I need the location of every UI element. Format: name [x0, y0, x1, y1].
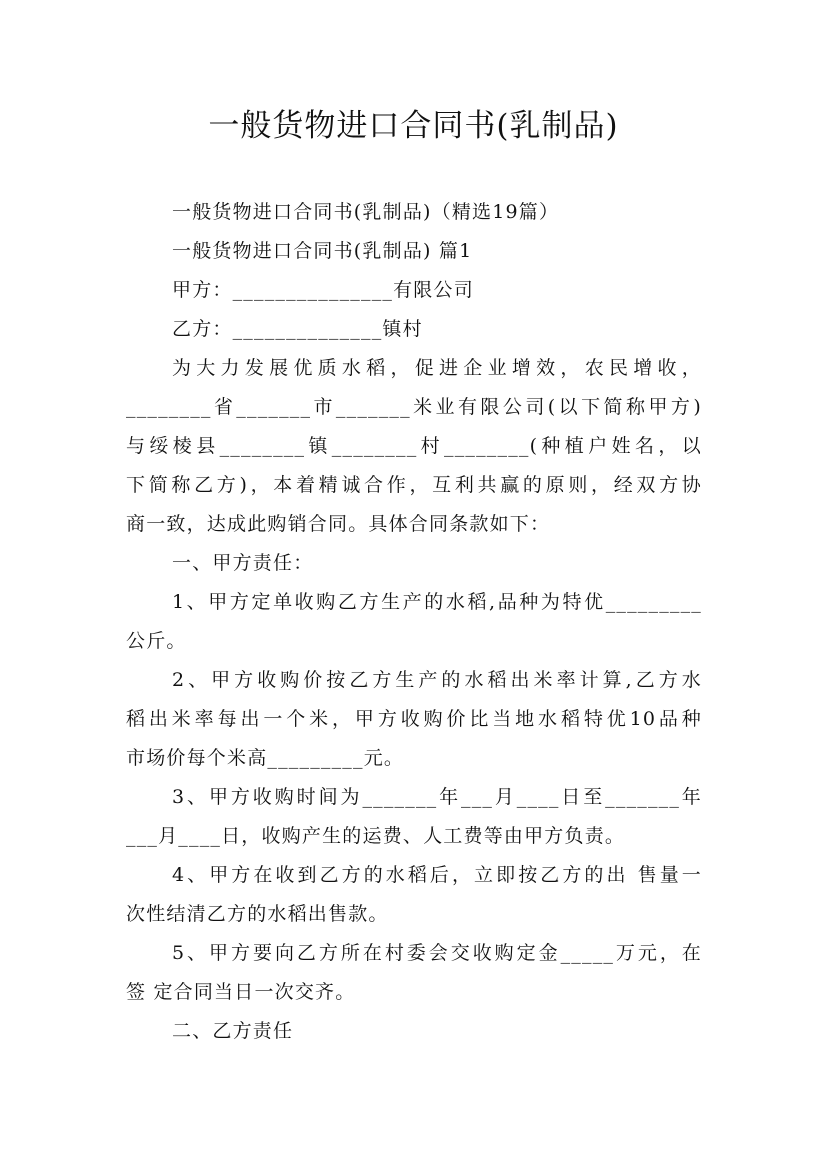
clause-heading: 一、甲方责任：	[172, 552, 314, 574]
paragraph-line: ________省_______市_______米业有限公司(以下简称甲方)	[126, 396, 702, 418]
section-heading: 一般货物进口合同书(乳制品) 篇1	[172, 240, 473, 262]
paragraph-line: 3、甲方收购时间为_______年___月____日至_______年	[172, 786, 702, 808]
party-b-line: 乙方：______________镇村	[172, 318, 423, 340]
paragraph-line: 2、甲方收购价按乙方生产的水稻出米率计算,乙方水	[172, 669, 702, 691]
document-title: 一般货物进口合同书(乳制品)	[208, 108, 619, 144]
paragraph-line: 与绥棱县________镇________村________(种植户姓名，以	[126, 435, 702, 457]
paragraph-line: 为大力发展优质水稻，促进企业增效，农民增收，	[172, 357, 702, 379]
paragraph-line: 次性结清乙方的水稻出售款。	[126, 903, 389, 925]
party-a-line: 甲方：_______________有限公司	[172, 279, 474, 301]
paragraph-line: 市场价每个米高_________元。	[126, 747, 405, 769]
paragraph-line: 5、甲方要向乙方所在村委会交收购定金_____万元，在	[172, 942, 702, 964]
paragraph-line: 4、甲方在收到乙方的水稻后，立即按乙方的出 售量一	[172, 864, 702, 886]
paragraph-line: 签 定合同当日一次交齐。	[126, 981, 356, 1003]
paragraph-line: 商一致，达成此购销合同。具体合同条款如下：	[126, 513, 551, 535]
clause-heading: 二、乙方责任	[172, 1020, 294, 1042]
subtitle-line: 一般货物进口合同书(乳制品)（精选19篇）	[172, 201, 560, 223]
paragraph-line: 稻出米率每出一个米，甲方收购价比当地水稻特优10品种	[126, 708, 702, 730]
paragraph-line: 下简称乙方)，本着精诚合作，互利共赢的原则，经双方协	[126, 474, 702, 496]
paragraph-line: ___月____日，收购产生的运费、人工费等由甲方负责。	[126, 825, 626, 847]
paragraph-line: 1、甲方定单收购乙方生产的水稻,品种为特优_________	[172, 591, 702, 613]
paragraph-line: 公斤。	[126, 630, 187, 652]
